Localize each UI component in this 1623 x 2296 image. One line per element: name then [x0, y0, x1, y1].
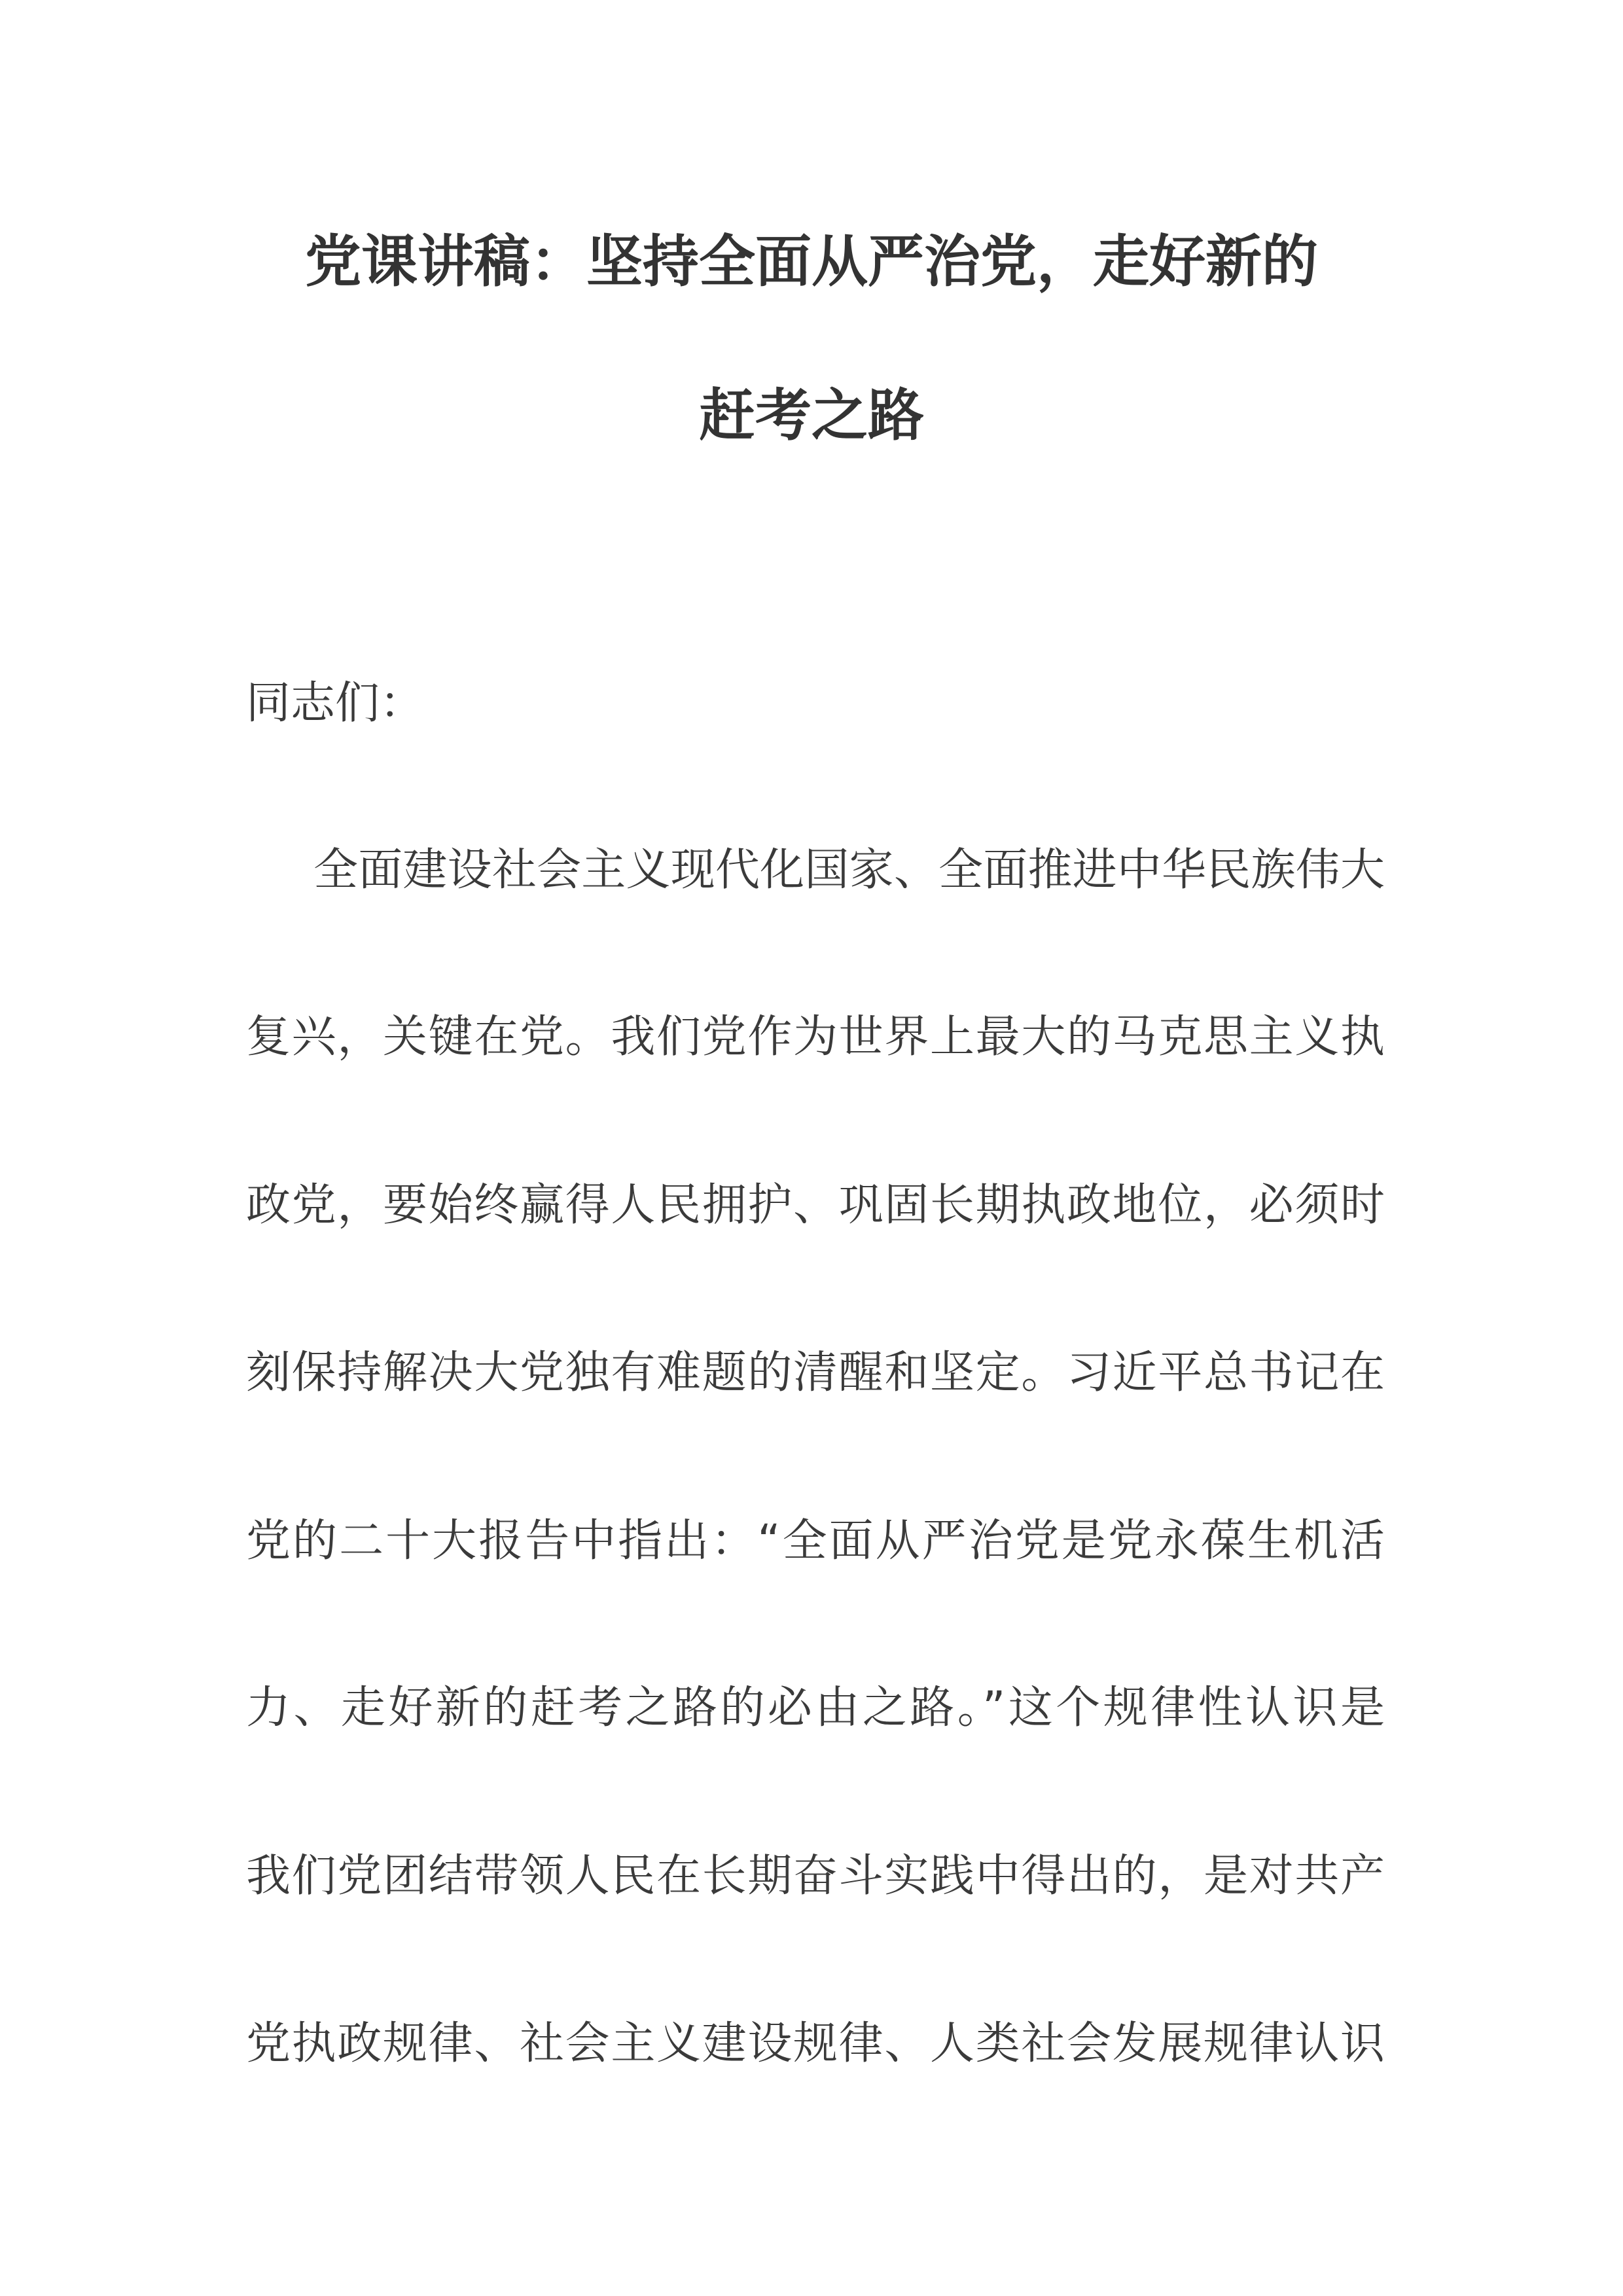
paragraph-line-3: 政党，要始终赢得人民拥护、巩固长期执政地位，必须时	[246, 1179, 1385, 1231]
paragraph-line-8: 党执政规律、社会主义建设规律、人类社会发展规律认识	[246, 2018, 1385, 2070]
paragraph-line-7: 我们党团结带领人民在长期奋斗实践中得出的，是对共产	[246, 1850, 1385, 1902]
paragraph-line-4: 刻保持解决大党独有难题的清醒和坚定。习近平总书记在	[246, 1347, 1385, 1399]
paragraph-line-1: 全面建设社会主义现代化国家、全面推进中华民族伟大	[313, 844, 1385, 896]
paragraph-line-5: 党的二十大报告中指出：“全面从严治党是党永葆生机活	[246, 1515, 1385, 1567]
document-title-line-2: 赶考之路	[699, 383, 924, 448]
salutation: 同志们：	[246, 677, 425, 729]
document-title-line-1: 党课讲稿：坚持全面从严治党，走好新的	[305, 229, 1318, 295]
paragraph-line-2: 复兴，关键在党。我们党作为世界上最大的马克思主义执	[246, 1011, 1385, 1063]
paragraph-line-6: 力、走好新的赶考之路的必由之路。”这个规律性认识是	[246, 1682, 1385, 1734]
